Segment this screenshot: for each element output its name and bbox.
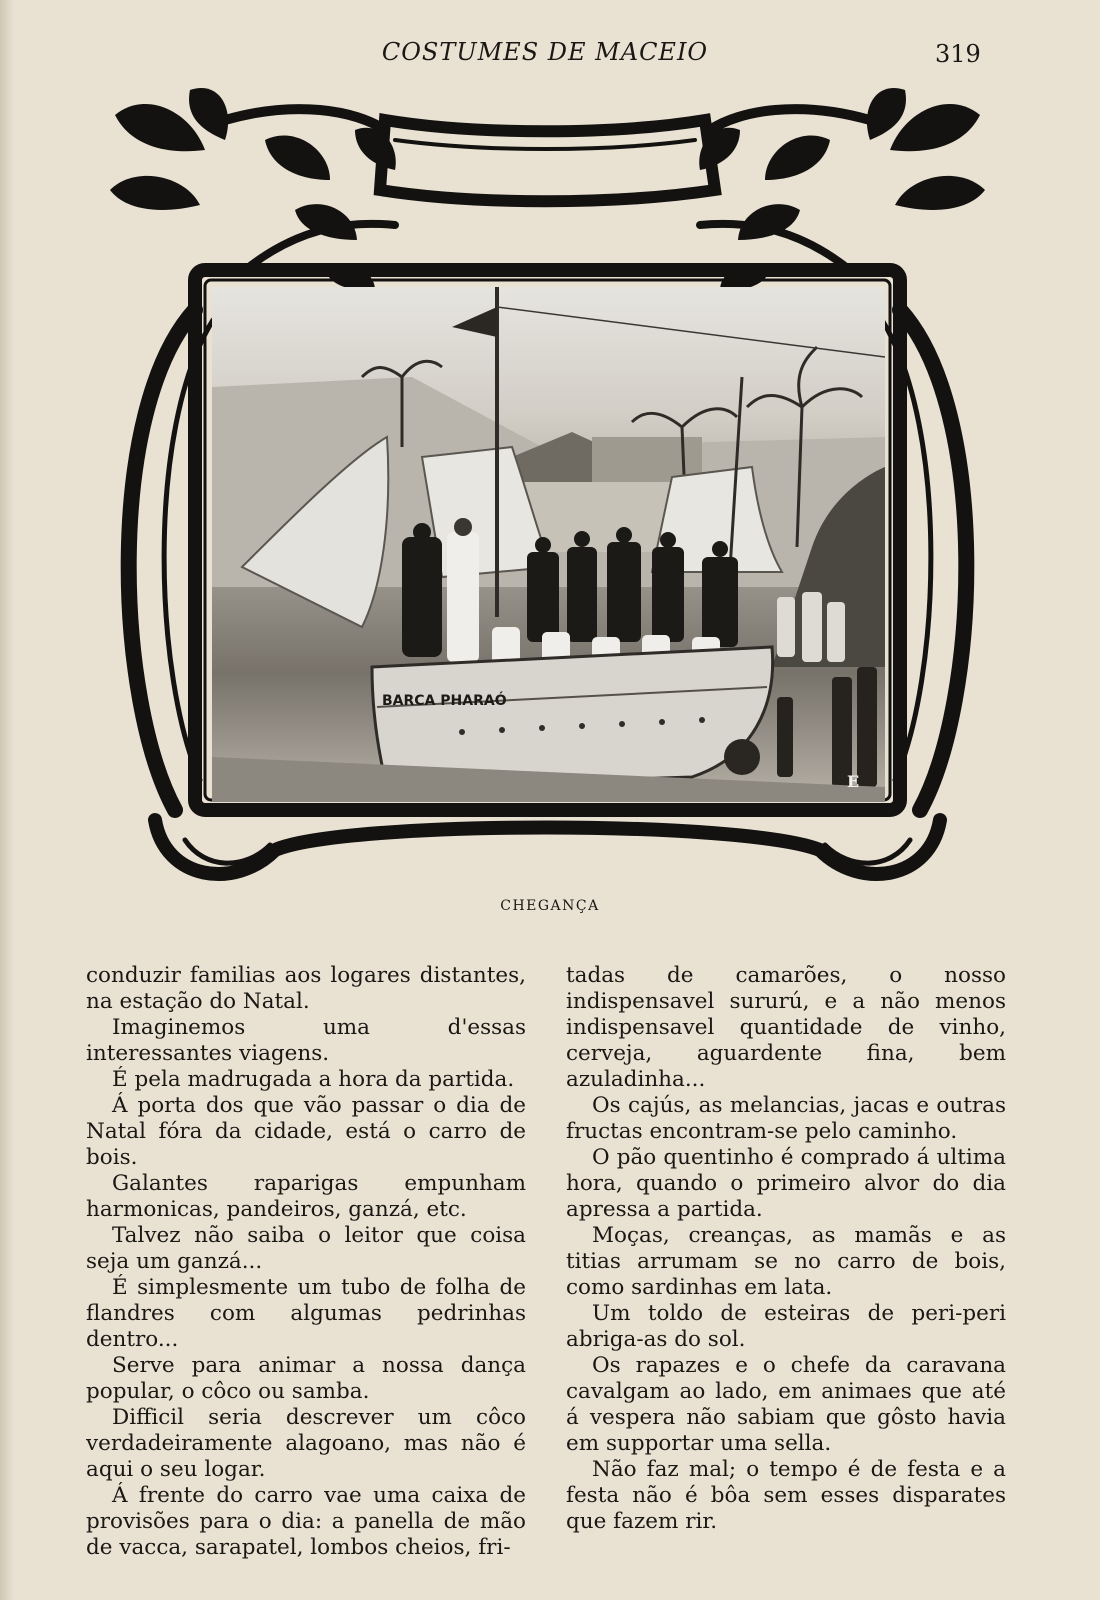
cheganca-photograph [212,287,885,802]
page-number: 319 [935,40,981,68]
paragraph: Moças, creanças, as mamãs e as titias arrumam se no carro de bois, como sardinhas em lata. [566,1223,1006,1300]
paragraph: Á porta dos que vão passar o dia de Natal fóra da cidade, está o carro de bois. [86,1093,526,1170]
paragraph: conduzir familias aos logares distantes, na estação do Natal. [86,963,526,1014]
boat-name: BARCA PHARAÓ [382,693,507,709]
page-edge-shadow [0,0,14,1600]
paragraph: Um toldo de esteiras de peri-peri abriga-as do sol. [566,1301,1006,1352]
text-column-left [86,963,526,1561]
running-title: COSTUMES DE MACEIO [381,38,709,66]
photographer-monogram: E [847,772,860,791]
paragraph: Imaginemos uma d'essas interessantes viagens. [86,1015,526,1066]
paragraph: É pela madrugada a hora da partida. [112,1067,515,1092]
paragraph: tadas de camarões, o nosso indispensavel sururú, e a não menos indispensavel quantidade de vinho, cerveja, aguardente fina, bem azuladinha... [566,963,1006,1092]
paragraph: O pão quentinho é comprado á ultima hora, quando o primeiro alvor do dia apressa a partida. [566,1145,1006,1222]
paragraph: Á frente do carro vae uma caixa de provisões para o dia: a panella de mão de vacca, sarapatel, lombos cheios, fri- [86,1483,526,1560]
text-column-right [566,963,1006,1535]
paragraph: Os rapazes e o chefe da caravana cavalgam ao lado, em animaes que até á vespera não sabiam que gôsto havia em supportar uma sella. [566,1353,1006,1456]
paragraph: Serve para animar a nossa dança popular, o côco ou samba. [86,1353,526,1404]
figure-caption: CHEGANÇA [500,898,600,914]
paragraph: Não faz mal; o tempo é de festa e a festa não é bôa sem esses disparates que fazem rir. [566,1457,1006,1534]
paragraph: Galantes raparigas empunham harmonicas, pandeiros, ganzá, etc. [86,1171,526,1222]
paragraph: Difficil seria descrever um côco verdadeiramente alagoano, mas não é aqui o seu logar. [86,1405,526,1482]
paragraph: Os cajús, as melancias, jacas e outras fructas encontram-se pelo caminho. [566,1093,1006,1144]
paragraph: É simplesmente um tubo de folha de flandres com algumas pedrinhas dentro... [86,1275,526,1352]
paragraph: Talvez não saiba o leitor que coisa seja um ganzá... [86,1223,526,1274]
